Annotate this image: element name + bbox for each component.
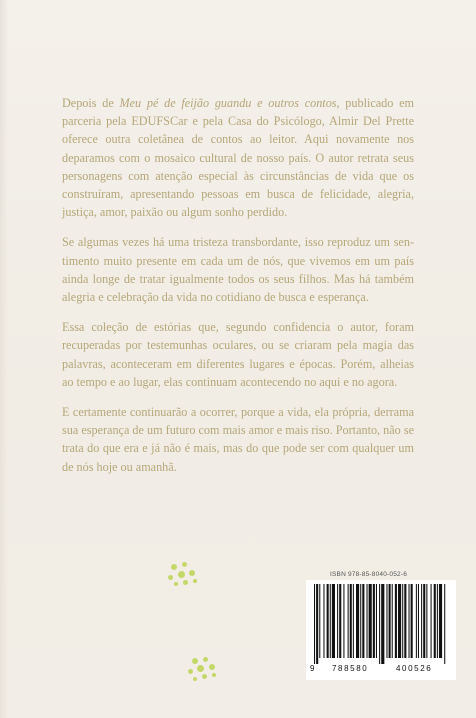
- barcode-bar: [348, 584, 349, 658]
- barcode-bar: [350, 584, 352, 658]
- barcode-bar: [360, 584, 361, 658]
- barcode-bar: [379, 584, 380, 664]
- barcode-bar: [327, 584, 329, 658]
- green-dots-ornament-icon: [168, 562, 208, 592]
- green-dots-ornament-bottom-icon: [188, 657, 228, 687]
- barcode-bar: [404, 584, 406, 658]
- paragraph-1-prefix: Depois de: [62, 96, 120, 110]
- barcode-bar: [376, 584, 377, 658]
- barcode-bar: [398, 584, 401, 658]
- barcode-bar: [421, 584, 422, 658]
- barcode-bar: [319, 584, 320, 658]
- barcode-bar: [314, 584, 315, 664]
- barcode-bar: [416, 584, 417, 658]
- paragraph-4: E certamente continuarão a ocorrer, porque a vida, ela própria, derrama sua esperança de um futuro com mais amor e mais riso. Portanto, não se trata do que era e já não é mais, mas do que pode ser com qualquer um de nós hoje ou amanhã.: [62, 405, 414, 474]
- barcode-digit-first: 9: [310, 664, 315, 673]
- barcode-bar: [389, 584, 391, 658]
- synopsis-text: [62, 94, 414, 476]
- barcode-bar: [395, 584, 397, 658]
- barcode-bar: [381, 584, 384, 664]
- barcode-bar: [426, 584, 427, 658]
- barcode-bar: [369, 584, 372, 658]
- barcode-bar: [356, 584, 359, 658]
- barcode-bar: [409, 584, 410, 658]
- barcode: [306, 580, 456, 680]
- barcode-bar: [330, 584, 331, 658]
- barcode-bar: [316, 584, 318, 664]
- paragraph-1-rest: , publicado em parceria pela EDUFSCar e pela Casa do Psicólogo, Almir Del Prette oferece outra coletânea de contos ao leitor. Aqui novamente nos deparamos com o mosaico cultural de nosso país. O autor retrata seus personagens com atenção especial às circunstâncias de vida que os construíram, apresentando pessoas em busca de felicidade, alegria, justiça, amor, paixão ou algum sonho perdido.: [62, 96, 414, 220]
- barcode-bar: [418, 584, 419, 658]
- paragraph-3: Essa coleção de estórias que, segundo confidencia o autor, foram recuperadas por testemunhas oculares, ou se criaram pela magia das palavras, aconteceram em diferentes lugares e épocas. Porém, alheias ao tempo e ao lugar, elas continuam acontecendo no aqui e no agora.: [62, 320, 414, 389]
- barcode-icon: [314, 584, 448, 664]
- barcode-bar: [431, 584, 432, 658]
- barcode-bar: [367, 584, 368, 658]
- barcode-bar: [332, 584, 335, 658]
- barcode-bar: [434, 584, 436, 658]
- barcode-bar: [353, 584, 354, 658]
- paragraph-2: Se algumas vezes há uma tristeza transbordante, isso reproduz um sentimento muito presente em cada um de nós, que vivemos em um país ainda longe de tratar igualmente todos os seus filhos. Mas há também alegria e celebração da vida no cotidiano de busca e esperança.: [62, 235, 414, 305]
- barcode-bar: [323, 584, 324, 658]
- barcode-bar: [402, 584, 403, 658]
- barcode-bar: [362, 584, 364, 658]
- barcode-bar: [411, 584, 413, 658]
- barcode-bar: [343, 584, 344, 658]
- barcode-bar: [444, 584, 445, 664]
- barcode-digits: [310, 664, 452, 676]
- book-title-reference: Meu pé de feijão guandu e outros contos: [119, 96, 337, 110]
- barcode-bar: [437, 584, 438, 658]
- isbn-label: ISBN 978-85-8040-052-6: [330, 571, 408, 578]
- barcode-bar: [392, 584, 393, 658]
- paragraph-1: [62, 94, 414, 221]
- barcode-bar: [423, 584, 425, 658]
- barcode-bar: [339, 584, 341, 658]
- barcode-digits-left: 788580: [332, 664, 369, 673]
- barcode-digits-right: 400526: [396, 664, 433, 673]
- barcode-bar: [386, 584, 387, 658]
- barcode-bar: [439, 584, 442, 658]
- barcode-bar: [337, 584, 338, 658]
- barcode-bar: [373, 584, 375, 658]
